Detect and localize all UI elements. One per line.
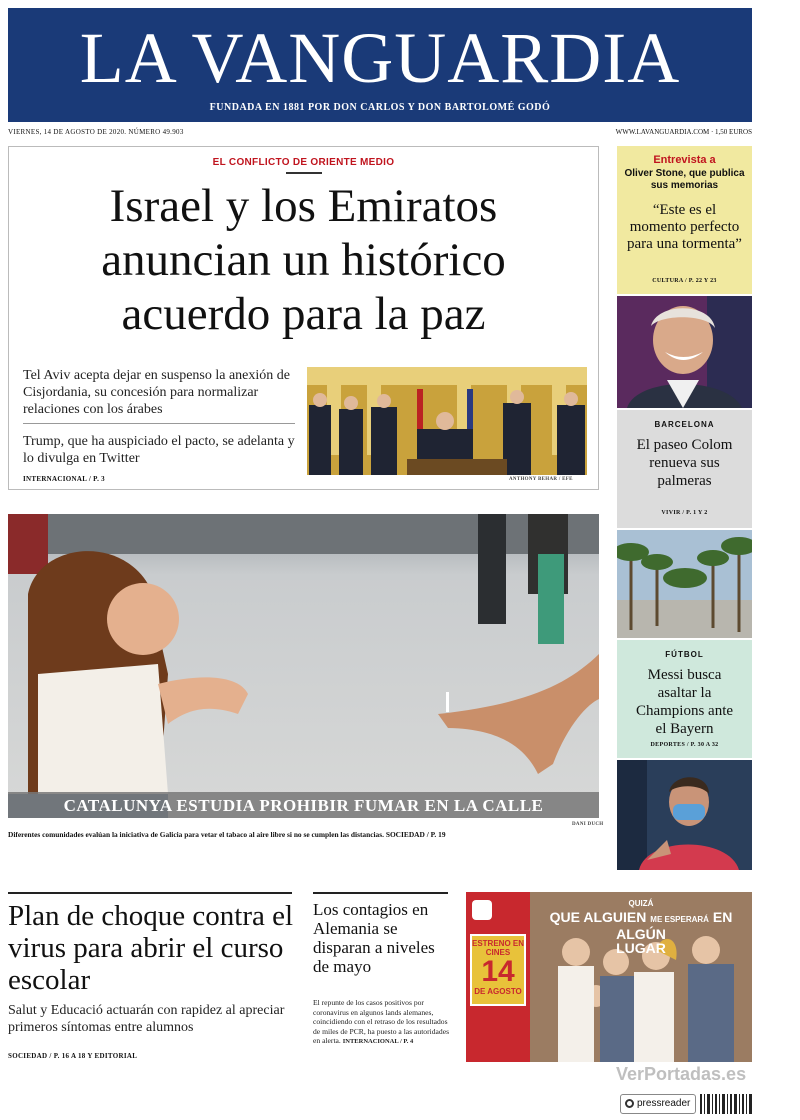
lead-dek-2: Trump, que ha auspiciado el pacto, se adelanta y lo divulga en Twitter: [23, 434, 295, 466]
barcelona-title: El paseo Colom renueva sus palmeras: [636, 437, 733, 489]
story2-title[interactable]: Los contagios en Alemania se disparan a niveles de mayo: [313, 900, 435, 976]
pressreader-icon: [625, 1099, 634, 1108]
barcelona-teaser[interactable]: [617, 410, 752, 528]
main-photo[interactable]: [8, 514, 599, 818]
dek-divider: [23, 423, 295, 424]
ad-title: QUIZÁ QUE ALGUIEN ME ESPERARÁ EN ALGÚN LUGAR: [549, 899, 733, 956]
lead-kicker: EL CONFLICTO DE ORIENTE MEDIO: [212, 157, 395, 168]
pressreader-badge[interactable]: pressreader: [620, 1094, 696, 1114]
interview-quote: “Este es el momento perfecto para una tormenta”: [627, 202, 742, 252]
story2-body: El repunte de los casos positivos por coronavirus en algunos lands alemanes, coincidiendo con el retraso de los resultados de miles de PCR, ha puesto a las autoridades en alerta. INTERNACIONAL / P. 4: [313, 998, 450, 1046]
futbol-teaser[interactable]: [617, 640, 752, 758]
ad-release-badge: ESTRENO EN CINES 14 DE AGOSTO: [470, 934, 526, 1006]
story1-dek: Salut y Educació actuarán con rapidez al apreciar primeros síntomas entre alumnos: [8, 1003, 285, 1035]
lead-photo-credit: ANTHONY BEHAR / EFE: [509, 477, 573, 482]
newspaper-logo: LA VANGUARDIA: [79, 18, 681, 98]
story1-ref: SOCIEDAD / P. 16 A 18 Y EDITORIAL: [8, 1052, 138, 1060]
story1-rule: [8, 892, 292, 894]
kicker-rule: [286, 172, 322, 174]
main-photo-caption: CATALUNYA ESTUDIA PROHIBIR FUMAR EN LA CALLE: [63, 796, 544, 815]
interview-teaser[interactable]: [617, 146, 752, 294]
interview-label: Entrevista a: [653, 154, 716, 166]
palm-trees-photo[interactable]: [617, 530, 752, 638]
barcode: [700, 1094, 752, 1114]
barcelona-ref: VIVIR / P. 1 Y 2: [661, 510, 708, 516]
lead-headline: Israel y los Emiratos anuncian un histórico acuerdo para la paz: [101, 180, 506, 340]
lead-photo[interactable]: [307, 367, 587, 475]
masthead: [8, 8, 752, 122]
interview-name: Oliver Stone, que publica sus memorias: [624, 168, 745, 191]
dateline: VIERNES, 14 DE AGOSTO DE 2020. NÚMERO 49.903: [8, 128, 184, 136]
lead-story[interactable]: [8, 146, 599, 490]
messi-photo[interactable]: [617, 760, 752, 870]
ad-logo-icon: [472, 900, 492, 920]
interview-ref: CULTURA / P. 22 Y 23: [652, 278, 717, 284]
caption-bar: [8, 792, 599, 818]
founded-line: FUNDADA EN 1881 POR DON CARLOS Y DON BARTOLOMÉ GODÓ: [209, 102, 551, 113]
barcelona-section: BARCELONA: [654, 420, 715, 429]
lead-ref: INTERNACIONAL / P. 3: [23, 475, 105, 483]
lead-dek-1: Tel Aviv acepta dejar en suspenso la anexión de Cisjordania, su concesión para normalizar relaciones con los árabes: [23, 368, 290, 417]
futbol-ref: DEPORTES / P. 30 A 32: [650, 742, 719, 748]
movie-advertisement[interactable]: [466, 892, 752, 1062]
oliver-stone-photo[interactable]: [617, 296, 752, 408]
site-price-line: WWW.LAVANGUARDIA.COM · 1,50 EUROS: [615, 128, 752, 136]
futbol-title: Messi busca asaltar la Champions ante el Bayern: [635, 667, 734, 737]
story1-title[interactable]: Plan de choque contra el virus para abrir el curso escolar: [8, 900, 294, 996]
futbol-section: FÚTBOL: [665, 650, 704, 659]
watermark: VerPortadas.es: [616, 1064, 747, 1084]
main-photo-credit: DANI DUCH: [572, 822, 604, 827]
main-photo-subcaption: Diferentes comunidades evalúan la iniciativa de Galicia para vetar el tabaco al aire libre si no se cumplen las distancias. SOCIEDAD / P. 19: [8, 830, 446, 839]
story2-rule: [313, 892, 448, 894]
